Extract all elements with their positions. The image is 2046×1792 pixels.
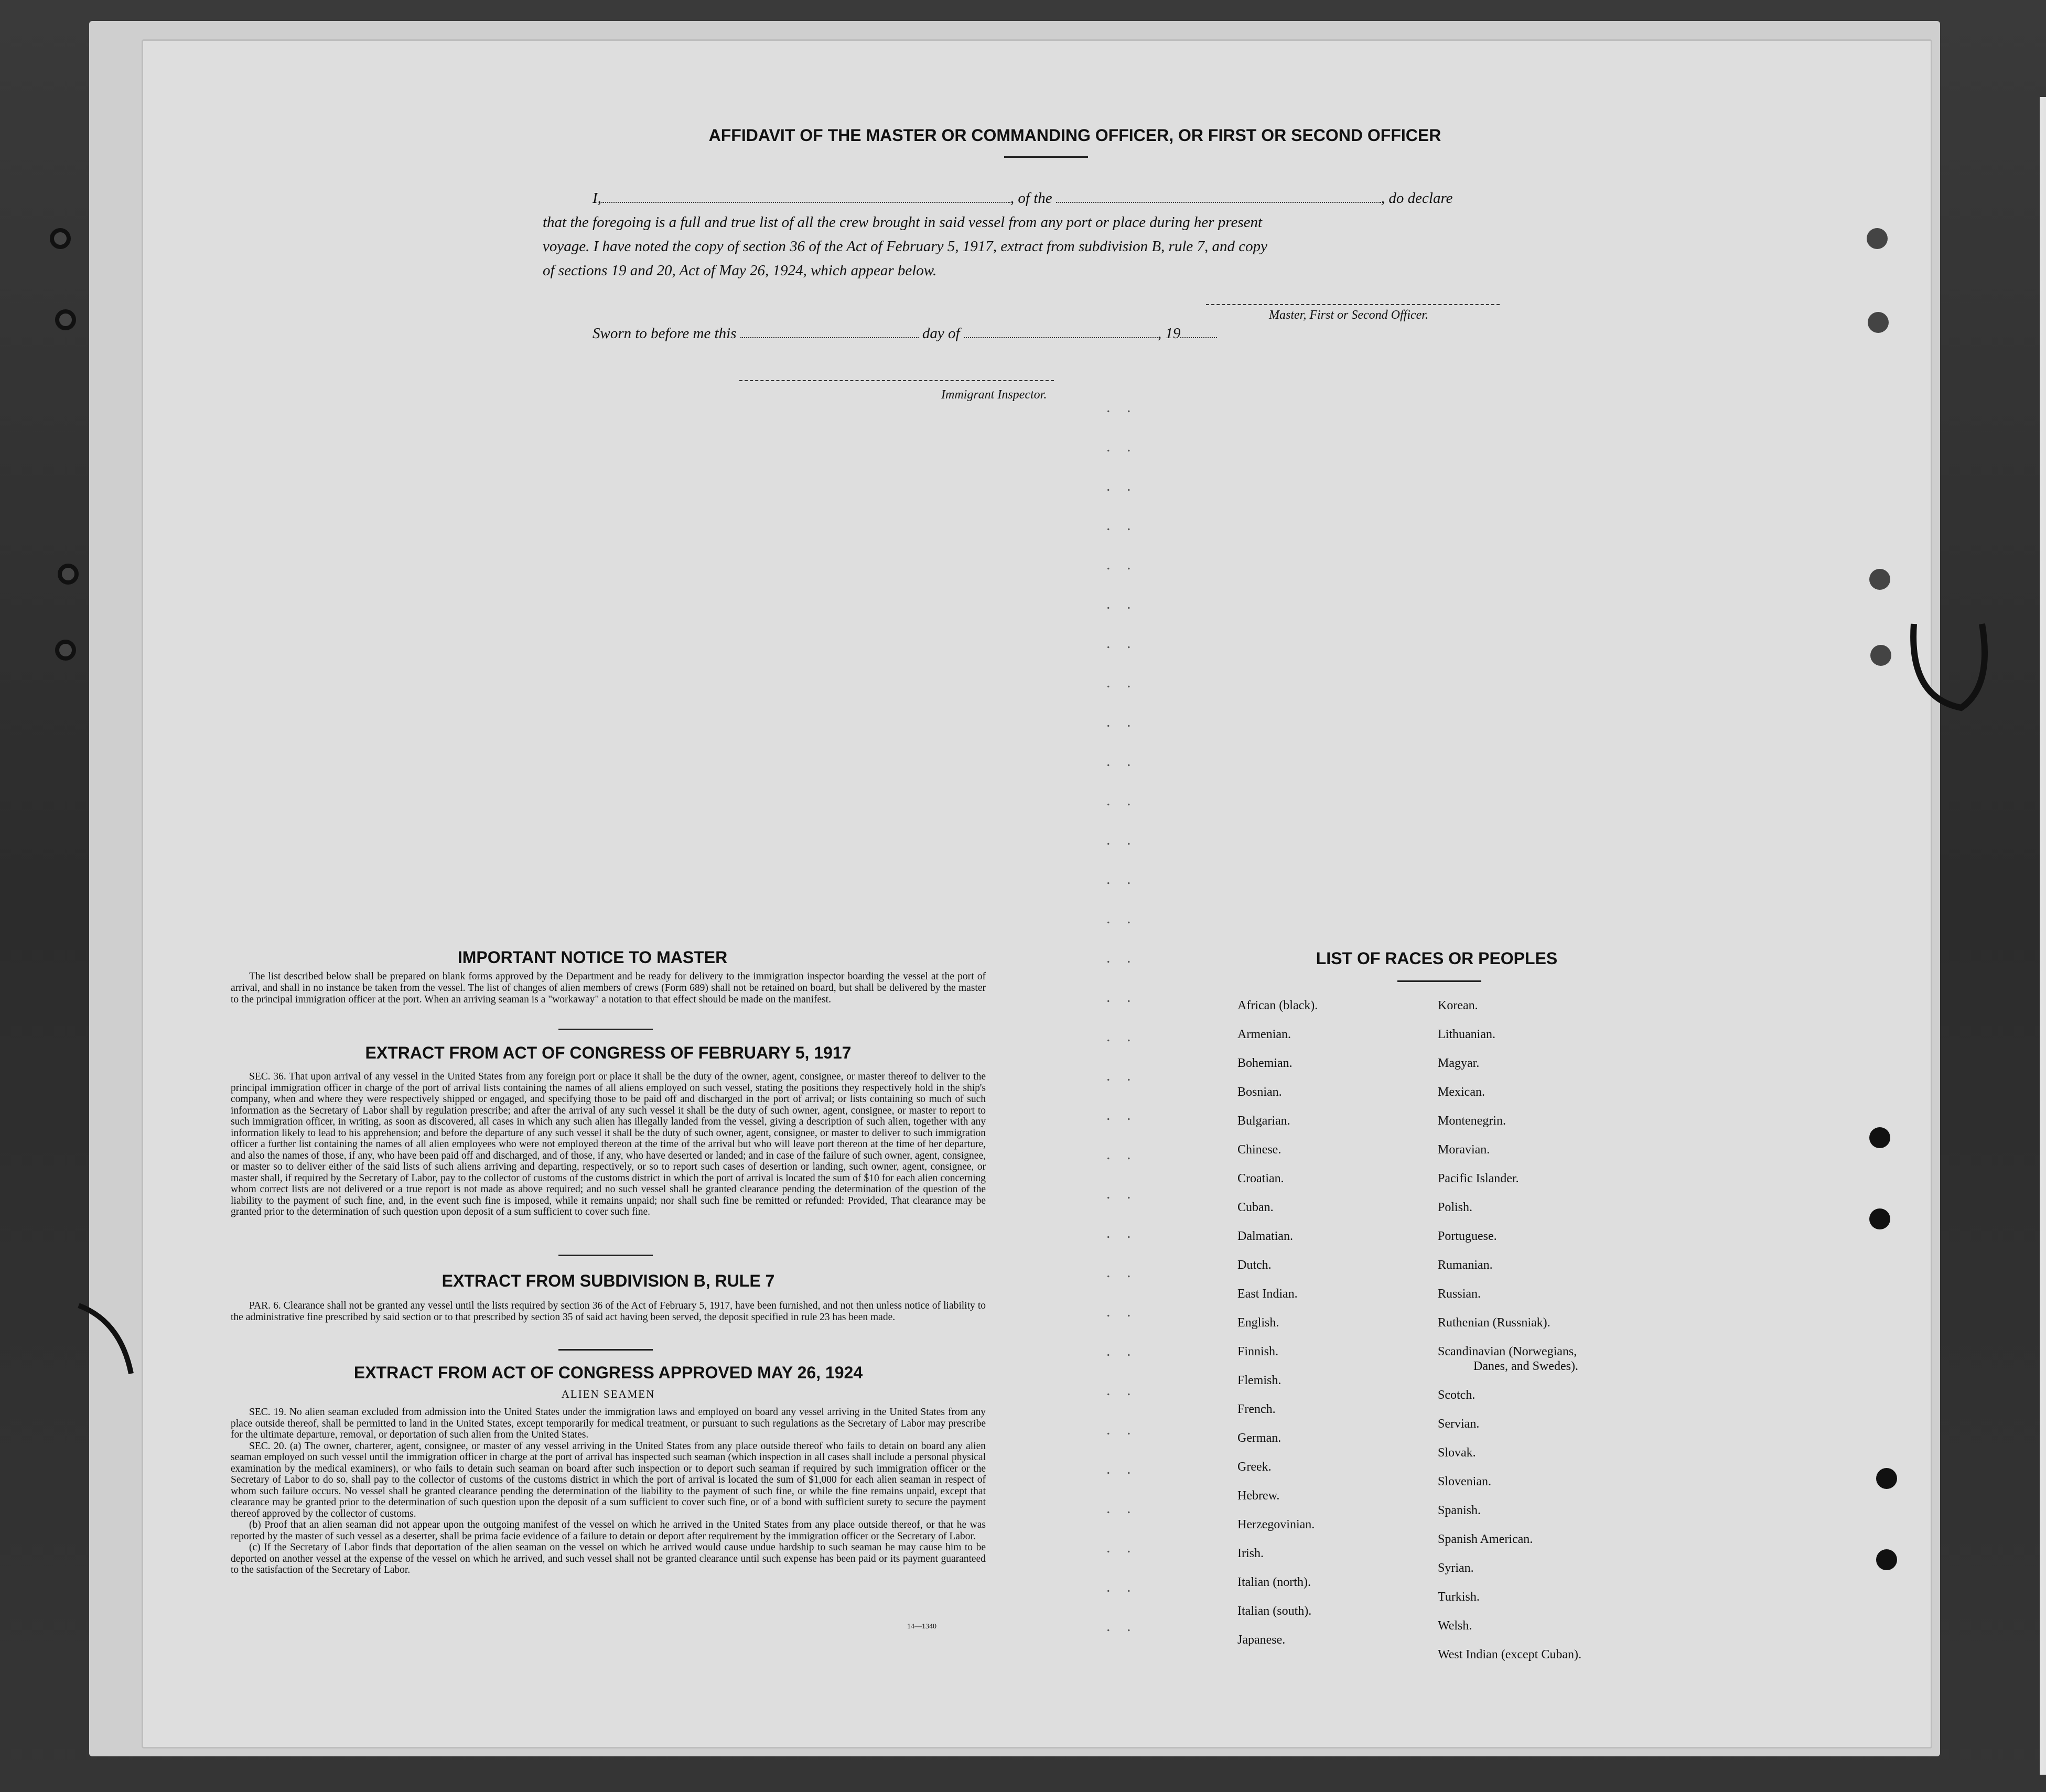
race-item: Magyar. bbox=[1438, 1056, 1480, 1070]
race-item: Turkish. bbox=[1438, 1590, 1480, 1604]
bleed-dot: . . bbox=[1106, 1578, 1137, 1595]
race-item: Lithuanian. bbox=[1438, 1028, 1495, 1041]
inspector-caption: Immigrant Inspector. bbox=[941, 388, 1047, 402]
name-blank bbox=[601, 190, 1010, 203]
punch-hole-icon bbox=[1869, 569, 1890, 590]
extract-1924-title: EXTRACT FROM ACT OF CONGRESS APPROVED MAY 26, 1924 bbox=[353, 1363, 863, 1382]
sec-20b: (b) Proof that an alien seaman did not appear upon the outgoing manifest of the vessel on which he arrived in the United States from any place outside thereof, or that he was reported by the master of such vessel as a deserter, shall be prima facie evidence of a failure to detain or deport after requirement by the immigration officer or the Secretary of Labor. bbox=[231, 1519, 986, 1542]
race-item: French. bbox=[1237, 1402, 1276, 1416]
bleed-dot: . . bbox=[1106, 1185, 1137, 1202]
signature-caption: Master, First or Second Officer. bbox=[1269, 308, 1428, 322]
handwritten-mark bbox=[1898, 603, 2003, 729]
race-item: Polish. bbox=[1438, 1201, 1473, 1214]
extract-1917-title: EXTRACT FROM ACT OF CONGRESS OF FEBRUARY 5, 1917 bbox=[365, 1043, 852, 1062]
punch-hole-icon bbox=[55, 309, 76, 330]
punch-hole-icon bbox=[1876, 1549, 1897, 1570]
bleed-dot: . . bbox=[1106, 870, 1137, 888]
sworn-text: Sworn to before me this bbox=[593, 325, 737, 342]
race-item: Bohemian. bbox=[1237, 1056, 1293, 1070]
race-item: Hebrew. bbox=[1237, 1489, 1280, 1503]
punch-hole-icon bbox=[55, 640, 76, 661]
race-item: West Indian (except Cuban). bbox=[1438, 1648, 1581, 1661]
bleed-dot: . . bbox=[1106, 1342, 1137, 1359]
sworn-day-of: day of bbox=[922, 325, 960, 342]
race-item: Pacific Islander. bbox=[1438, 1172, 1519, 1185]
bleed-dot: . . bbox=[1106, 1421, 1137, 1438]
race-item: Syrian. bbox=[1438, 1561, 1474, 1575]
sworn-year-blank bbox=[1180, 326, 1217, 338]
sworn-year: , 19 bbox=[1157, 325, 1181, 342]
race-item: Slovak. bbox=[1438, 1446, 1476, 1460]
race-item: Herzegovinian. bbox=[1237, 1518, 1315, 1531]
race-item: Dalmatian. bbox=[1237, 1229, 1293, 1243]
aff-of-the: , of the bbox=[1010, 190, 1052, 207]
extract-1924-body bbox=[231, 1407, 986, 1576]
bleed-dot: . . bbox=[1106, 1106, 1137, 1124]
sworn-day-blank bbox=[740, 326, 919, 338]
aff-do-declare: , do declare bbox=[1381, 190, 1453, 207]
bleed-dot: . . bbox=[1106, 988, 1137, 1006]
race-item: Montenegrin. bbox=[1438, 1114, 1506, 1128]
bleed-dot: . . bbox=[1106, 398, 1137, 416]
race-item: Danes, and Swedes). bbox=[1473, 1359, 1578, 1373]
race-item: Greek. bbox=[1237, 1460, 1272, 1474]
notice-title: IMPORTANT NOTICE TO MASTER bbox=[457, 948, 728, 967]
race-item: Rumanian. bbox=[1438, 1258, 1493, 1272]
aff-line-2: that the foregoing is a full and true list of all the crew brought in said vessel from any port or place during her present bbox=[543, 214, 1263, 231]
section-rule bbox=[558, 1349, 653, 1351]
race-item: English. bbox=[1237, 1316, 1279, 1330]
punch-hole-icon bbox=[1869, 1127, 1890, 1148]
bleed-dot: . . bbox=[1106, 634, 1137, 652]
bleed-dot: . . bbox=[1106, 1264, 1137, 1281]
bleed-dot: . . bbox=[1106, 438, 1137, 455]
race-item: Scandinavian (Norwegians, bbox=[1438, 1345, 1577, 1358]
bleed-dot: . . bbox=[1106, 1539, 1137, 1556]
punch-hole-icon bbox=[58, 564, 79, 585]
race-item: African (black). bbox=[1237, 999, 1318, 1012]
sec-20c: (c) If the Secretary of Labor finds that deportation of the alien seaman on the vessel on which he arrived would cause undue hardship to such seaman he may cause him to be deported on another vessel at the expense of the vessel on which he arrived, and such vessel shall not be granted clearance until such expense has been paid or its payment guaranteed to the satisfaction of the Secretary of Labor. bbox=[231, 1542, 986, 1575]
bleed-dot: . . bbox=[1106, 831, 1137, 848]
race-item: Italian (south). bbox=[1237, 1604, 1312, 1618]
aff-line-4: of sections 19 and 20, Act of May 26, 1924, which appear below. bbox=[543, 262, 937, 279]
aff-line-3: voyage. I have noted the copy of section 36 of the Act of February 5, 1917, extract from subdivision B, rule 7, and copy bbox=[543, 238, 1268, 255]
race-item: Spanish American. bbox=[1438, 1532, 1533, 1546]
bleed-dot: . . bbox=[1106, 1303, 1137, 1320]
bleed-dot: . . bbox=[1106, 1381, 1137, 1399]
section-rule bbox=[558, 1255, 653, 1256]
race-item: Italian (north). bbox=[1237, 1575, 1311, 1589]
races-title: LIST OF RACES OR PEOPLES bbox=[1316, 949, 1558, 968]
sec-20a: SEC. 20. (a) The owner, charterer, agent, consignee, or master of any vessel arriving in the United States from any place outside thereof who fails to detain on board any alien seaman employed on such vessel until the immigration officer in charge at the port of arrival has inspected such seaman (which inspection in all cases shall include a personal physical examination by the medical examiners), or who fails to detain such seaman on board after such inspection or to deport such seaman if required by such immigration officer or the Secretary of Labor to do so, shall pay to the collector of customs of the customs district in which the port of arrival is located the sum of $1,000 for each alien seaman in respect of whom such failure occurs. No vessel shall be granted clearance pending the determination of the liability to the payment of such fine, or while the fine remains unpaid, except that clearance may be granted prior to the determination of such question upon the deposit of a sum sufficient to cover such fine, or of a bond with sufficient surety to secure the payment thereof approved by the collector of customs. bbox=[231, 1440, 986, 1519]
punch-hole-icon bbox=[50, 228, 71, 249]
race-item: Japanese. bbox=[1237, 1633, 1286, 1647]
race-item: German. bbox=[1237, 1431, 1282, 1445]
page-edge bbox=[2040, 97, 2046, 1775]
bleed-dot: . . bbox=[1106, 752, 1137, 770]
race-item: Moravian. bbox=[1438, 1143, 1490, 1157]
bleed-dot: . . bbox=[1106, 1146, 1137, 1163]
race-item: Servian. bbox=[1438, 1417, 1480, 1431]
vessel-blank bbox=[1056, 190, 1381, 203]
race-item: Flemish. bbox=[1237, 1374, 1282, 1387]
bleed-dot: . . bbox=[1106, 595, 1137, 612]
race-item: Bosnian. bbox=[1237, 1085, 1282, 1099]
race-item: Croatian. bbox=[1237, 1172, 1284, 1185]
race-item: Ruthenian (Russniak). bbox=[1438, 1316, 1550, 1330]
bleed-dot: . . bbox=[1106, 713, 1137, 730]
notice-body: The list described below shall be prepared on blank forms approved by the Department and be ready for delivery to the immigration inspector boarding the vessel at the port of arrival, and shall in no instance be taken from the vessel. The list of changes of alien members of crews (Form 689) shall not be retained on board, but shall be delivered by the master to the principal immigration officer at the port. When an arriving seaman is a "workaway" a notation to that effect should be made on the manifest. bbox=[231, 971, 986, 1005]
extract-rule7-body: PAR. 6. Clearance shall not be granted any vessel until the lists required by section 36 of the Act of February 5, 1917, have been furnished, and not then unless notice of liability to the administrative fine prescribed by said section or to that prescribed by section 35 of said act having been served, the deposit specified in rule 23 has been made. bbox=[231, 1300, 986, 1323]
punch-hole-icon bbox=[1868, 312, 1889, 333]
bleed-dot: . . bbox=[1106, 1028, 1137, 1045]
race-item: Slovenian. bbox=[1438, 1475, 1491, 1488]
race-item: East Indian. bbox=[1237, 1287, 1298, 1301]
affidavit-text bbox=[543, 186, 1539, 283]
punch-hole-icon bbox=[1869, 1208, 1890, 1229]
race-item: Spanish. bbox=[1438, 1504, 1481, 1517]
bleed-dot: . . bbox=[1106, 1617, 1137, 1635]
extract-rule7-title: EXTRACT FROM SUBDIVISION B, RULE 7 bbox=[441, 1271, 775, 1290]
race-item: Bulgarian. bbox=[1237, 1114, 1290, 1128]
race-item: Welsh. bbox=[1438, 1619, 1472, 1633]
race-item: Portuguese. bbox=[1438, 1229, 1497, 1243]
bleed-dot: . . bbox=[1106, 910, 1137, 927]
bleed-dot: . . bbox=[1106, 1499, 1137, 1517]
bleed-dot: . . bbox=[1106, 1224, 1137, 1242]
alien-seamen-subhead: ALIEN SEAMEN bbox=[561, 1388, 655, 1400]
handwritten-curve bbox=[73, 1300, 178, 1384]
race-item: Irish. bbox=[1237, 1547, 1264, 1560]
race-item: Finnish. bbox=[1237, 1345, 1279, 1358]
race-item: Armenian. bbox=[1237, 1028, 1291, 1041]
bleed-dot: . . bbox=[1106, 1067, 1137, 1084]
section-rule bbox=[558, 1029, 653, 1030]
bleed-dot: . . bbox=[1106, 949, 1137, 966]
signature-line bbox=[1206, 304, 1500, 305]
form-number: 14—1340 bbox=[907, 1623, 936, 1631]
aff-i: I, bbox=[593, 190, 601, 207]
race-item: Cuban. bbox=[1237, 1201, 1274, 1214]
sworn-month-blank bbox=[964, 326, 1158, 338]
sec-19: SEC. 19. No alien seaman excluded from admission into the United States under the immigration laws and employed on board any vessel arriving in the United States from any place outside thereof, shall be permitted to land in the United States, except temporarily for medical treatment, or pursuant to such regulations as the Secretary of Labor may prescribe for the ultimate departure, removal, or deportation of such alien from the United States. bbox=[231, 1407, 986, 1440]
bleed-dot: . . bbox=[1106, 1460, 1137, 1477]
race-item: Korean. bbox=[1438, 999, 1478, 1012]
punch-hole-icon bbox=[1870, 645, 1891, 666]
race-item: Mexican. bbox=[1438, 1085, 1485, 1099]
bleed-dot: . . bbox=[1106, 556, 1137, 573]
sworn-line bbox=[593, 325, 1217, 342]
race-item: Russian. bbox=[1438, 1287, 1481, 1301]
inspector-line bbox=[739, 380, 1054, 381]
extract-1917-body: SEC. 36. That upon arrival of any vessel in the United States from any foreign port or place it shall be the duty of the owner, agent, consignee, or master thereof to deliver to the principal immigration officer in charge of the port of arrival lists containing the names of all aliens employed on such vessel, stating the positions they respectively hold in the ship's company, when and where they were respectively shipped or engaged, and specifying those to be paid off and discharged in the port of arrival; or lists containing so much of such information as the Secretary of Labor shall by regulation prescribe; and after the arrival of any such vessel it shall be the duty of such owner, agent, consignee, or master to report to such immigration officer, in writing, as soon as discovered, all cases in which any such alien has illegally landed from the vessel, giving a description of such alien, together with any information likely to lead to his apprehension; and before the departure of any such vessel it shall be the duty of such owner, agent, consignee, or master to deliver to such immigration officer a further list containing the names of all alien employees who were not employed thereon at the time of the arrival but who will leave port thereon at the time of her departure, and also the names of those, if any, who have been paid off and discharged, and of those, if any, who have deserted or landed; and in case of the failure of such owner, agent, consignee, or master so to deliver either of the said lists of such aliens arriving and departing, respectively, or so to report such cases of desertion or landing, such owner, agent, consignee, or master shall, if required by the Secretary of Labor, pay to the collector of customs of the customs district in which the port of arrival is located the sum of $10 for each alien concerning whom correct lists are not delivered or a true report is not made as above required; and no such vessel shall be granted clearance pending the determination of the question of the liability to the payment of such fine, and, in the event such fine is imposed, while it remains unpaid; nor shall such fine be remitted or refunded: Provided, That clearance may be granted prior to the determination of such question upon deposit of a sum sufficient to cover such fine. bbox=[231, 1071, 986, 1217]
bleed-dot: . . bbox=[1106, 792, 1137, 809]
races-rule bbox=[1397, 980, 1481, 982]
title-rule bbox=[1004, 156, 1088, 158]
race-item: Dutch. bbox=[1237, 1258, 1272, 1272]
bleed-dot: . . bbox=[1106, 477, 1137, 494]
affidavit-title: AFFIDAVIT OF THE MASTER OR COMMANDING OFFICER, OR FIRST OR SECOND OFFICER bbox=[708, 126, 1441, 145]
race-item: Scotch. bbox=[1438, 1388, 1476, 1402]
bleed-dot: . . bbox=[1106, 674, 1137, 691]
punch-hole-icon bbox=[1876, 1468, 1897, 1489]
race-item: Chinese. bbox=[1237, 1143, 1282, 1157]
punch-hole-icon bbox=[1867, 228, 1888, 249]
bleed-dot: . . bbox=[1106, 516, 1137, 534]
